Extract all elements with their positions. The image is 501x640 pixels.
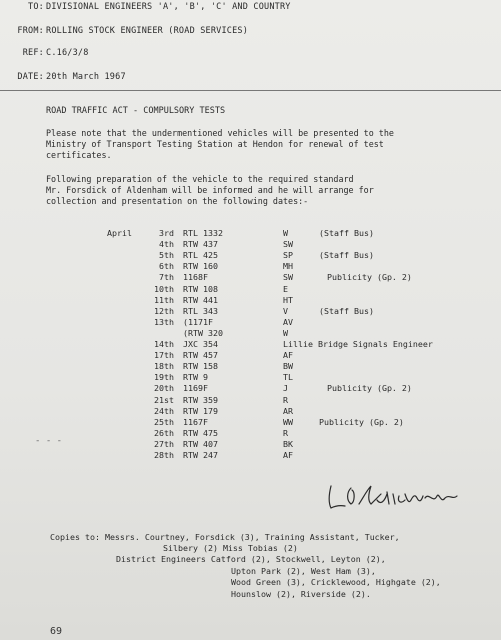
schedule-row (0, 284, 501, 295)
schedule-garage-code: HT (283, 294, 293, 305)
schedule-day: 6th (159, 261, 174, 272)
schedule-vehicle: RTL 1332 (183, 228, 223, 238)
schedule-garage-code: W (283, 228, 288, 238)
schedule-row (0, 372, 501, 383)
schedule-note: Publicity (Gp. 2) (327, 383, 412, 394)
date-label: DATE: (17, 72, 44, 82)
to-label: TO: (28, 2, 44, 12)
margin-mark: - - - (35, 436, 63, 446)
schedule-row (0, 428, 501, 439)
schedule-garage-code: BW (283, 361, 293, 372)
paragraph-2 (46, 174, 374, 207)
paragraph-1-line: Please note that the undermentioned vehicles will be presented to the (46, 128, 394, 138)
schedule-day: 14th (154, 339, 174, 349)
paragraph-1-line: certificates. (46, 150, 112, 160)
schedule-row (0, 239, 501, 250)
schedule-day: 26th (154, 427, 174, 438)
ref-value: C.16/3/8 (46, 48, 89, 58)
schedule-row (0, 295, 501, 306)
schedule-row (0, 339, 501, 350)
schedule-vehicle: RTL 425 (183, 250, 218, 261)
schedule-row (0, 250, 501, 261)
schedule-row (0, 272, 501, 283)
schedule-garage-code: R (283, 394, 288, 405)
paragraph-1 (46, 128, 394, 161)
schedule-row (0, 383, 501, 394)
schedule-garage-code: J (283, 383, 288, 394)
schedule-day: 13th (154, 316, 174, 327)
schedule-vehicle: RTW 475 (183, 427, 218, 438)
schedule-garage-code: TL (283, 372, 293, 383)
schedule-vehicle: 1169F (183, 383, 208, 394)
schedule-row (0, 361, 501, 372)
copies-line: Hounslow (2), Riverside (2). (231, 589, 371, 599)
schedule-row (0, 328, 501, 339)
schedule-garage-code: SP (283, 250, 293, 261)
schedule-row (0, 306, 501, 317)
to-value: DIVISIONAL ENGINEERS 'A', 'B', 'C' AND COUNTRY (46, 2, 291, 12)
schedule-vehicle: RTW 359 (183, 394, 218, 405)
schedule-day: 24th (154, 405, 174, 416)
schedule-vehicle: RTW 457 (183, 350, 218, 361)
schedule-row (0, 406, 501, 417)
schedule-vehicle: RTW 158 (183, 361, 218, 372)
schedule-vehicle: 1167F (183, 416, 208, 427)
schedule-garage-code: AV (283, 316, 293, 327)
schedule-vehicle: 1168F (183, 272, 208, 283)
schedule-vehicle: RTW 437 (183, 239, 218, 250)
paragraph-1-line: Ministry of Transport Testing Station at Hendon for renewal of test (46, 139, 384, 149)
schedule-note: Publicity (Gp. 2) (327, 272, 412, 283)
paragraph-2-line: Following preparation of the vehicle to the required standard (46, 174, 354, 184)
schedule-vehicle: RTW 247 (183, 450, 218, 460)
schedule-vehicle: RTL 343 (183, 305, 218, 316)
schedule-garage-code: AR (283, 405, 293, 416)
schedule-day: 3rd (159, 228, 174, 238)
schedule-row (0, 439, 501, 450)
schedule-day: 5th (159, 250, 174, 261)
schedule-vehicle: RTW 441 (183, 294, 218, 305)
from-value: ROLLING STOCK ENGINEER (ROAD SERVICES) (46, 26, 249, 36)
schedule-vehicle: RTW 179 (183, 405, 218, 416)
schedule-row (0, 350, 501, 361)
schedule-garage-code: MH (283, 261, 293, 272)
schedule-garage-code: SW (283, 239, 293, 250)
paragraph-2-line: Mr. Forsdick of Aldenham will be informed and he will arrange for (46, 185, 374, 195)
schedule-note: (Staff Bus) (319, 305, 374, 316)
schedule-vehicle: RTW 160 (183, 261, 218, 272)
schedule-note: Publicity (Gp. 2) (319, 416, 404, 427)
schedule-garage-code: Lillie Bridge Signals Engineer (283, 339, 433, 349)
schedule-vehicle: (1171F (183, 316, 213, 327)
date-value: 20th March 1967 (46, 72, 126, 82)
schedule-note: (Staff Bus) (319, 250, 374, 261)
schedule-day: 12th (154, 305, 174, 316)
from-label: FROM: (17, 26, 44, 36)
schedule-garage-code: V (283, 305, 288, 316)
schedule-day: 4th (159, 239, 174, 250)
schedule-garage-code: AF (283, 450, 293, 460)
schedule-day: 28th (154, 450, 174, 460)
copies-line: Upton Park (2), West Ham (3), (231, 566, 376, 576)
schedule-vehicle: RTW 9 (183, 372, 208, 383)
copies-line: Silbery (2) Miss Tobias (2) (163, 543, 298, 553)
ref-label: REF: (22, 48, 44, 58)
schedule-day: 20th (154, 383, 174, 394)
copies-line: District Engineers Catford (2), Stockwell, Leyton (2), (116, 554, 386, 564)
schedule-garage-code: E (283, 283, 288, 294)
schedule-day: 21st (154, 394, 174, 405)
schedule-row (0, 317, 501, 328)
schedule-garage-code: W (283, 327, 288, 338)
schedule-day: 18th (154, 361, 174, 372)
schedule-day: 11th (154, 294, 174, 305)
schedule-row (0, 228, 501, 239)
schedule-note: (Staff Bus) (319, 228, 374, 238)
schedule-vehicle: RTW 108 (183, 283, 218, 294)
paragraph-2-line: collection and presentation on the following dates:- (46, 196, 309, 206)
signature (325, 478, 475, 512)
subject-line: ROAD TRAFFIC ACT - COMPULSORY TESTS (46, 106, 226, 116)
schedule-garage-code: BK (283, 438, 293, 449)
schedule-row (0, 261, 501, 272)
schedule-garage-code: WW (283, 416, 293, 427)
schedule-month: April (107, 228, 132, 238)
page-number: 69 (50, 626, 63, 637)
copies-line: Wood Green (3), Cricklewood, Highgate (2), (231, 577, 441, 587)
schedule-row (0, 395, 501, 406)
schedule-garage-code: R (283, 427, 288, 438)
schedule-day: 27th (154, 438, 174, 449)
schedule-day: 19th (154, 372, 174, 383)
schedule-vehicle: JXC 354 (183, 339, 218, 349)
schedule-day: 25th (154, 416, 174, 427)
schedule-garage-code: AF (283, 350, 293, 361)
schedule-row (0, 417, 501, 428)
schedule-day: 10th (154, 283, 174, 294)
schedule-vehicle: (RTW 320 (183, 327, 223, 338)
copies-line: Copies to: Messrs. Courtney, Forsdick (3), Training Assistant, Tucker, (50, 532, 400, 542)
header-divider (0, 90, 501, 91)
schedule-day: 7th (159, 272, 174, 283)
schedule-garage-code: SW (283, 272, 293, 283)
schedule-row (0, 450, 501, 461)
schedule-day: 17th (154, 350, 174, 361)
schedule-vehicle: RTW 407 (183, 438, 218, 449)
